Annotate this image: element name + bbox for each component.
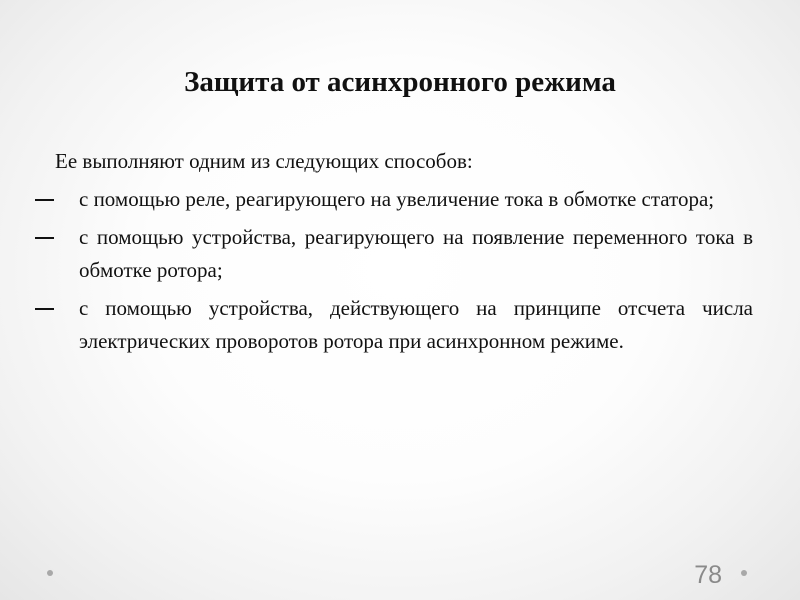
list-item-text: с помощью реле, реагирующего на увеличение тока в обмотке статора; [79, 187, 715, 211]
list-item [33, 292, 753, 358]
list-item [33, 183, 753, 216]
slide-body [33, 145, 753, 358]
dot-icon [741, 570, 747, 576]
list-item-text: с помощью устройства, действующего на принципе отсчета числа электрических проворотов ротора при асинхронном режиме. [79, 296, 753, 353]
dot-icon [47, 570, 53, 576]
slide-title: Защита от асинхронного режима [184, 66, 616, 98]
page-number: 78 [694, 561, 722, 589]
method-list [33, 183, 753, 358]
list-item [33, 221, 753, 287]
list-item-text: с помощью устройства, реагирующего на появление переменного тока в обмотке ротора; [79, 225, 753, 282]
intro-text: Ее выполняют одним из следующих способов: [55, 149, 473, 173]
